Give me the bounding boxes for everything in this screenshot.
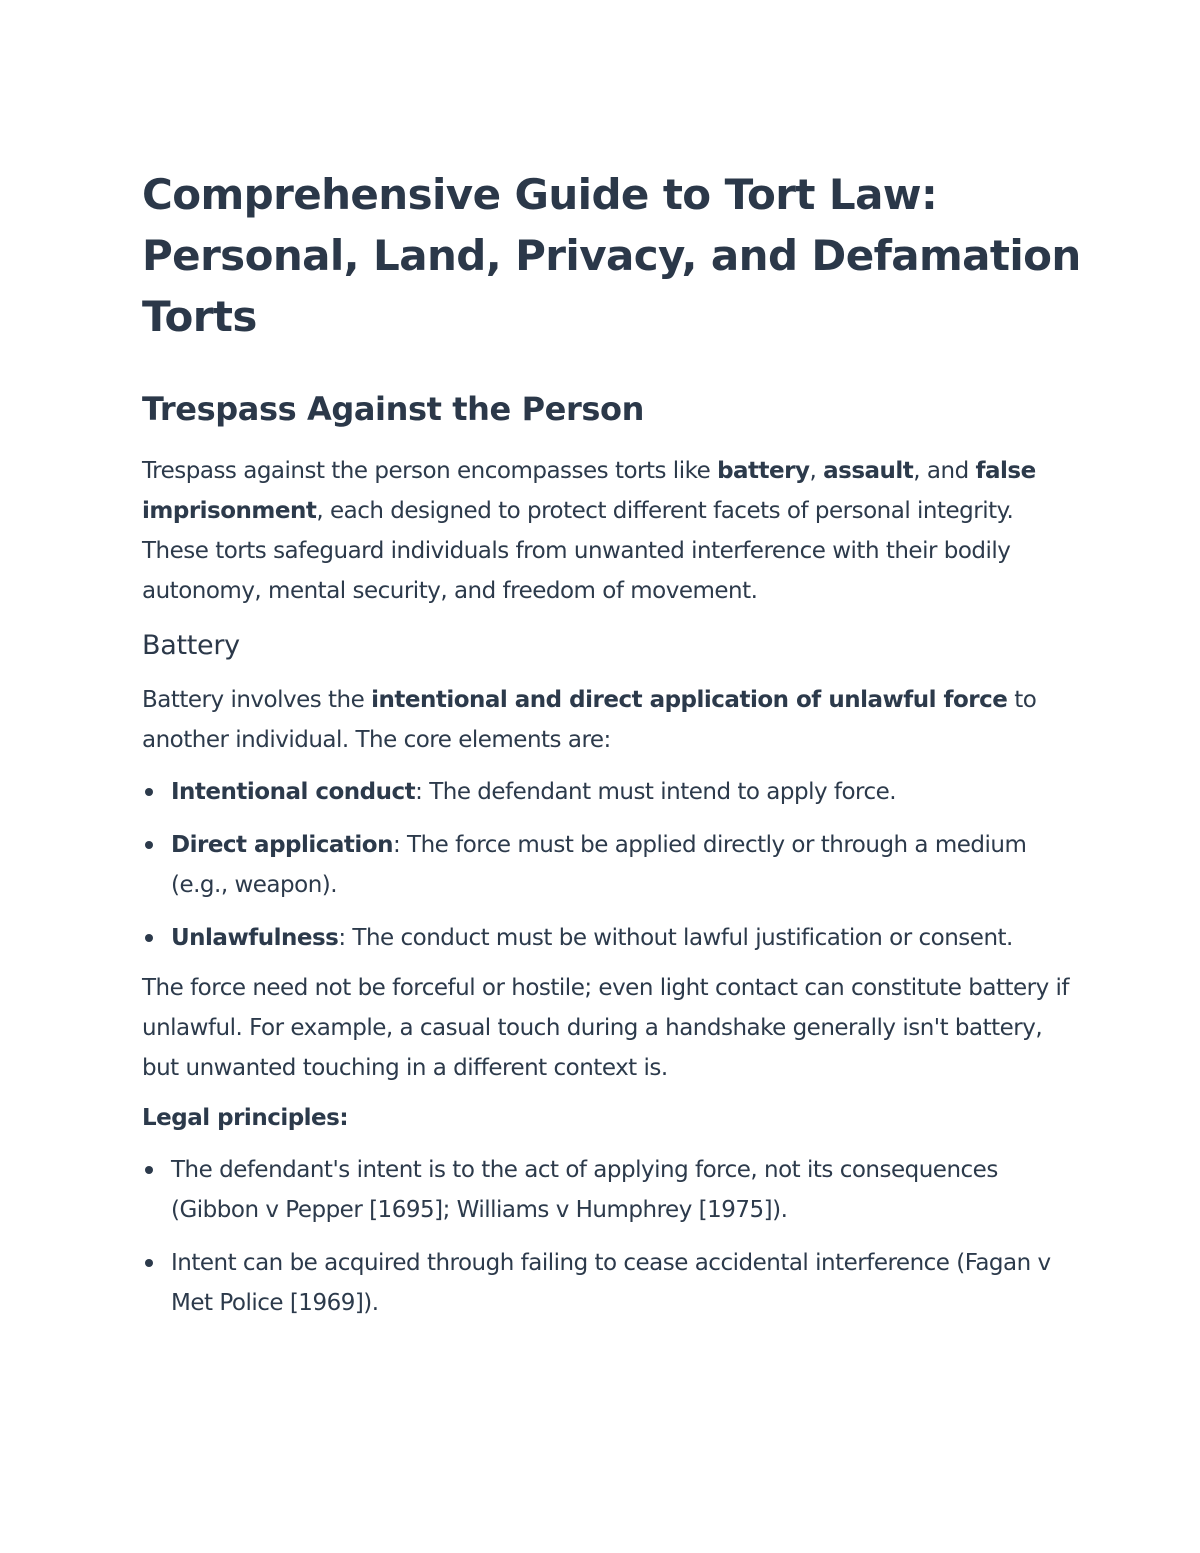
element-term: Unlawfulness xyxy=(171,925,339,951)
list-item xyxy=(142,918,1082,958)
intro-text: , xyxy=(809,458,824,484)
list-item xyxy=(142,825,1082,905)
elements-list xyxy=(142,772,1082,958)
element-text: : The conduct must be without lawful justification or consent. xyxy=(338,925,1013,951)
definition-text: Battery involves the xyxy=(142,687,372,713)
definition-emphasis: intentional and direct application of unlawful force xyxy=(371,687,1008,713)
element-text: : The force must be applied directly or through a medium (e.g., weapon). xyxy=(171,832,1027,898)
intro-text: , and xyxy=(913,458,976,484)
list-item xyxy=(142,1243,1082,1323)
intro-paragraph xyxy=(142,451,1082,611)
element-text: : The defendant must intend to apply force. xyxy=(415,779,897,805)
list-item xyxy=(142,772,1082,812)
principles-list xyxy=(142,1150,1082,1323)
bullet-icon xyxy=(145,841,153,849)
battery-note: The force need not be forceful or hostile; even light contact can constitute battery if unlawful. For example, a casual touch during a handshake generally isn't battery, but unwanted touching in a different context is. xyxy=(142,975,1070,1081)
intro-text: , each designed to protect different facets of personal integrity. These torts safeguard individuals from unwanted interference with their bodily autonomy, mental security, and freedom of movement. xyxy=(142,498,1014,604)
principle-text: Intent can be acquired through failing to cease accidental interference (Fagan v Met Police [1969]). xyxy=(171,1250,1051,1316)
element-term: Direct application xyxy=(171,832,393,858)
document-title: Comprehensive Guide to Tort Law: Personal, Land, Privacy, and Defamation Torts xyxy=(142,170,1081,341)
battery-definition xyxy=(142,680,1082,760)
document-page xyxy=(142,164,1082,1323)
bullet-icon xyxy=(145,934,153,942)
list-item xyxy=(142,1150,1082,1230)
bullet-icon xyxy=(145,1259,153,1267)
principles-label: Legal principles: xyxy=(142,1105,349,1131)
definition-text: to another individual. The core elements are: xyxy=(142,687,1037,753)
term-battery: battery xyxy=(717,458,810,484)
bullet-icon xyxy=(145,1166,153,1174)
intro-text: Trespass against the person encompasses torts like xyxy=(142,458,718,484)
term-assault: assault xyxy=(823,458,914,484)
element-term: Intentional conduct xyxy=(171,779,416,805)
section-heading: Trespass Against the Person xyxy=(142,390,644,428)
principle-text: The defendant's intent is to the act of applying force, not its consequences (Gibbon v Pepper [1695]; Williams v Humphrey [1975]). xyxy=(171,1157,998,1223)
term-false-imprisonment: false imprisonment xyxy=(142,458,1036,524)
subsection-heading-battery: Battery xyxy=(142,630,240,661)
bullet-icon xyxy=(145,788,153,796)
